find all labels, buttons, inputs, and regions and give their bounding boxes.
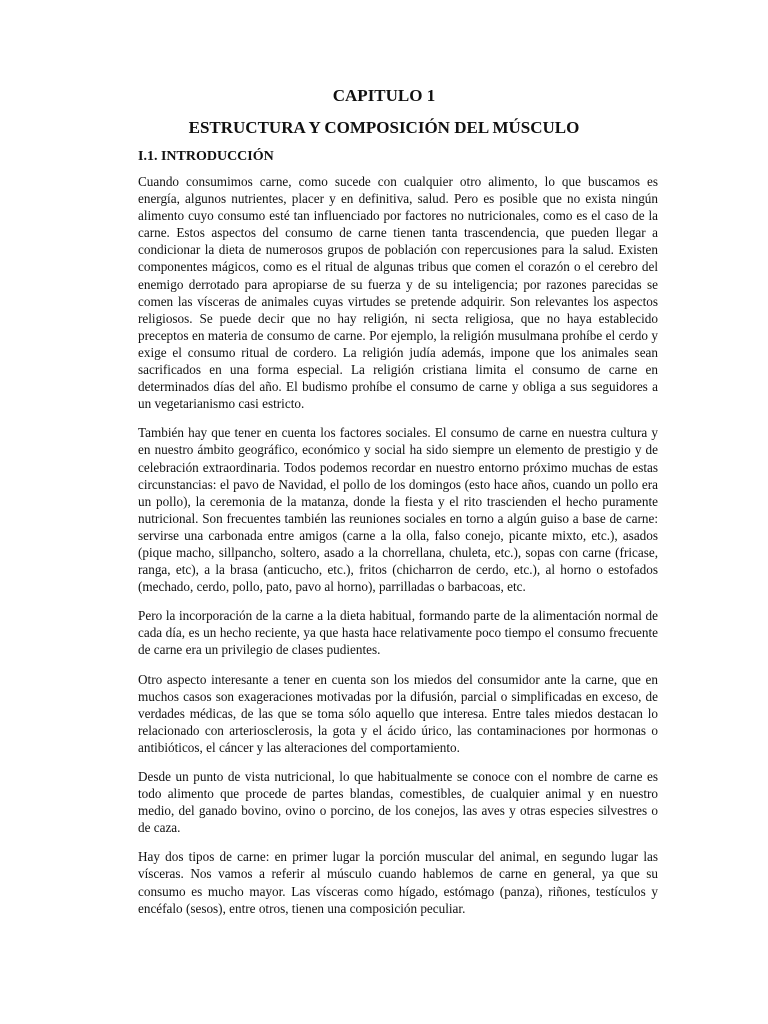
paragraph: También hay que tener en cuenta los factores sociales. El consumo de carne en nuestra cultura y en nuestro ámbito geográfico, económico y social ha sido siempre un elemento de prestigio y de celebración extraordinaria. Todos podemos recordar en nuestro entorno próximo muchas de estas circunstancias: el pavo de Navidad, el pollo de los domingos (esto hace años, cuando un pollo era un pollo), la ceremonia de la matanza, donde la fiesta y el rito trascienden el hecho puramente nutricional. Son frecuentes también las reuniones sociales en torno a algún guiso a base de carne: servirse una carbonada entre amigos (carne a la olla, falso conejo, picante mixto, etc.), asados (pique macho, sillpancho, soltero, asado a la chorrellana, chuleta, etc.), sopas con carne (fricase, ranga, etc), a la brasa (anticucho, etc.), fritos (chicharron de cerdo, etc.), al horno o estofados (mechado, cerdo, pollo, pato, pavo al horno), parrilladas o barbacoas, etc. <box>138 425 658 595</box>
chapter-title: ESTRUCTURA Y COMPOSICIÓN DEL MÚSCULO <box>188 118 580 137</box>
body-text <box>138 173 658 929</box>
paragraph: Desde un punto de vista nutricional, lo que habitualmente se conoce con el nombre de carne es todo alimento que procede de partes blandas, comestibles, de cualquier animal y en nuestro medio, del ganado bovino, ovino o porcino, de los conejos, las aves y otras especies silvestres o de caza. <box>138 769 658 836</box>
chapter-number: CAPITULO 1 <box>332 86 436 105</box>
section-heading: I.1. INTRODUCCIÓN <box>138 149 274 164</box>
paragraph: Hay dos tipos de carne: en primer lugar la porción muscular del animal, en segundo lugar las vísceras. Nos vamos a referir al músculo cuando hablemos de carne en general, ya que su consumo es mucho mayor. Las vísceras como hígado, estómago (panza), riñones, testículos y encéfalo (sesos), entre otros, tienen una composición peculiar. <box>138 849 658 916</box>
paragraph: Cuando consumimos carne, como sucede con cualquier otro alimento, lo que buscamos es energía, algunos nutrientes, placer y en definitiva, salud. Pero es posible que no exista ningún alimento cuyo consumo esté tan influenciado por factores no nutricionales, como es el caso de la carne. Estos aspectos del consumo de carne tienen tanta trascendencia, que pueden llegar a condicionar la dieta de numerosos grupos de población con repercusiones para la salud. Existen componentes mágicos, como es el ritual de algunas tribus que comen el corazón o el cerebro del enemigo derrotado para apropiarse de su fuerza y de su inteligencia; por razones parecidas se comen las vísceras de animales cuyas virtudes se pretende adquirir. Son relevantes los aspectos religiosos. Se puede decir que no hay religión, ni secta religiosa, que no haya establecido preceptos en materia de consumo de carne. Por ejemplo, la religión musulmana prohíbe el cerdo y exige el consumo ritual de cordero. La religión judía además, impone que los animales sean sacrificados en una forma especial. La religión cristiana limita el consumo de carne en determinados días del año. El budismo prohíbe el consumo de carne y obliga a sus seguidores a un vegetarianismo casi estricto. <box>138 174 658 412</box>
paragraph: Pero la incorporación de la carne a la dieta habitual, formando parte de la alimentación normal de cada día, es un hecho reciente, ya que hasta hace relativamente poco tiempo el consumo frecuente de carne era un privilegio de clases pudientes. <box>138 608 658 658</box>
paragraph: Otro aspecto interesante a tener en cuenta son los miedos del consumidor ante la carne, que en muchos casos son exageraciones motivadas por la difusión, parcial o simplificadas en exceso, de verdades médicas, de las que se toma sólo aquello que interesa. Entre tales miedos destacan lo relacionado con arteriosclerosis, la gota y el ácido úrico, las contaminaciones por hormonas o antibióticos, el cáncer y las alteraciones del comportamiento. <box>138 671 658 755</box>
